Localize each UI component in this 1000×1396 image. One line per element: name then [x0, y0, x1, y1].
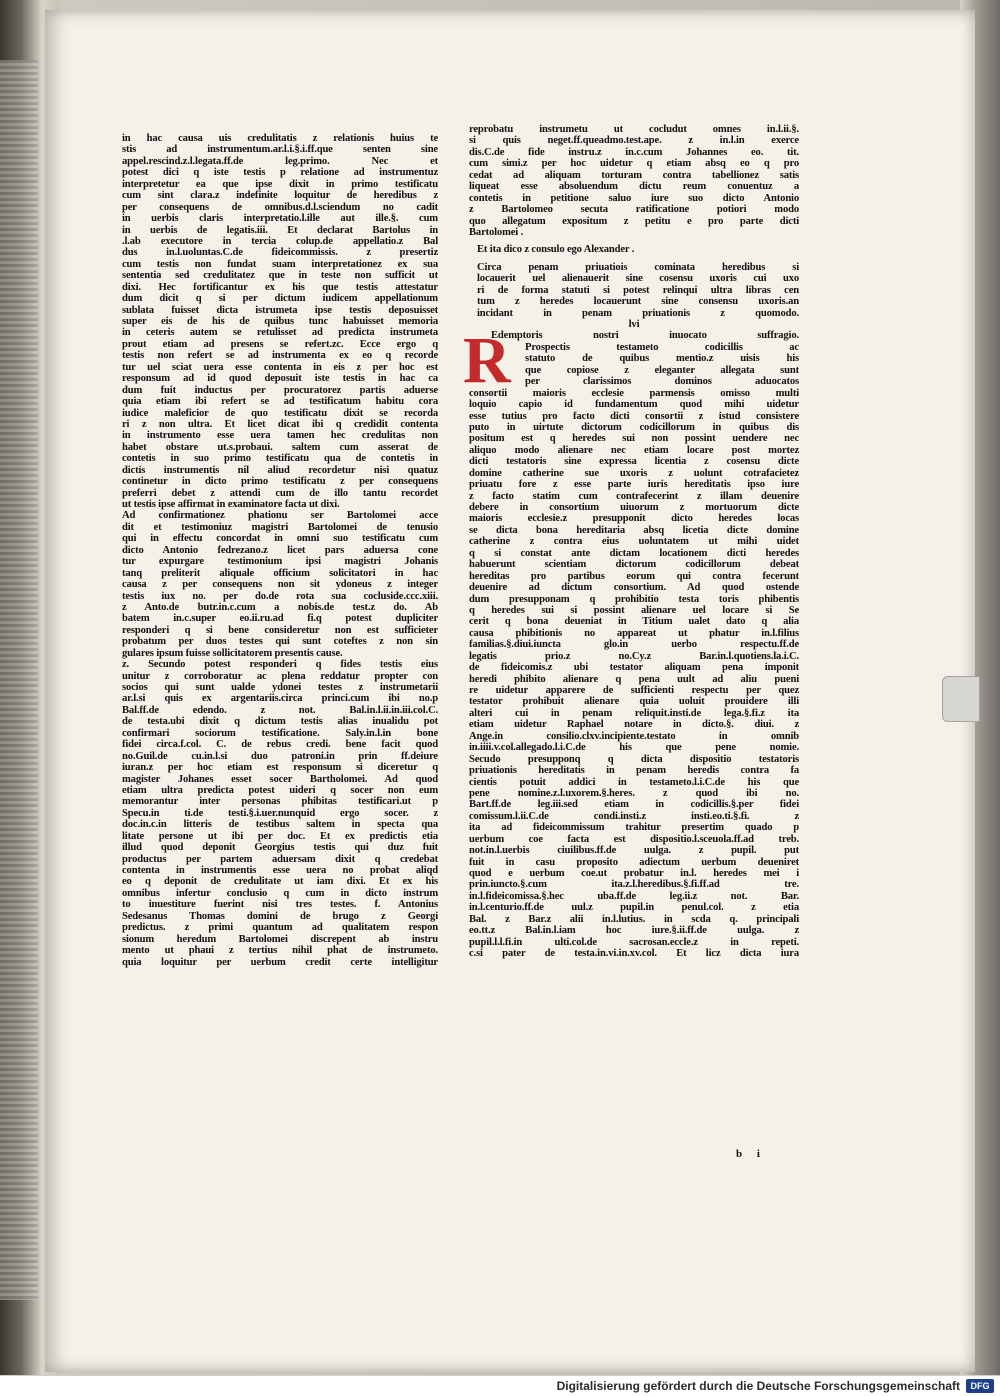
consilium-number: lvi: [628, 319, 640, 330]
text-line: Bal.ff.de edendo. z not. Bal.in.l.ii.in.iii.col.C.: [122, 704, 438, 716]
text-line: q heredes sui si possint alienare uel locare si Se: [469, 604, 799, 616]
text-line: cientis potuit addici in testameto.l.i.C.de his que: [469, 776, 799, 788]
text-line: qui in effectu concordat in omni suo testificatu cum: [122, 533, 438, 545]
text-line: ut testis ipse affirmat in examinatore facta ut dixi.: [122, 499, 340, 510]
text-line: debere in consortium uiuorum z mortuorum dicte: [469, 502, 799, 513]
text-line: in uerbis claris interpretatio.l.ille aut ille.§. cum: [122, 213, 438, 225]
text-line: Specu.in ti.de testi.§.i.uer.nunquid ergo socer. z: [122, 807, 438, 819]
text-line: no.Guil.de cu.in.l.si duo patroni.in prin ff.deiure: [122, 750, 438, 762]
text-line: statuto de quibus mentio.z uisis his: [525, 353, 799, 365]
text-line: quo allegatum expositum z petitu e pro parte dicti: [469, 215, 799, 227]
text-line: legatis prio.z no.Cy.z Bar.in.l.quotiens.la.i.C.: [469, 650, 799, 662]
initial-lines: [469, 342, 799, 388]
text-line: puto in uirtute dictorum codicillorum in quibus dis: [469, 421, 799, 433]
summary-line: incidant in penam priuationis z quomodo.: [477, 307, 799, 319]
text-line: priuatu fore z esse parte iuris hereditatis ipso iure: [469, 479, 799, 491]
text-line: consortii maioris ecclesie parmensis omisso multi: [469, 387, 799, 399]
text-line: sionum heredum Bartolomei discrepent ab instru: [122, 933, 438, 945]
text-line: tur uel sciat uera esse contenta in eis z per hoc est: [122, 361, 438, 373]
text-line: dicto Antonio fedrezano.z licet pars aduersa cone: [122, 544, 438, 556]
text-line: domine catherine sue uxoris z uolunt cotrafacietez: [469, 467, 799, 479]
text-line: omnibus infertur conclusio q cum in dicto instrum: [122, 887, 438, 899]
text-line: familias.§.diui.iuncta glo.in uerbo respectu.ff.de: [469, 639, 799, 651]
text-line: mento ut phaui z tertius nihil phat de instrumeto.: [122, 945, 438, 957]
text-line: potest dici q iste testis p relatione ad instrumentuz: [122, 167, 438, 179]
text-line: probatum per duos testes qui sunt coteftes z non sin: [122, 636, 438, 648]
text-line: loquio capio id fundamentum quod mihi uidetur: [469, 399, 799, 411]
text-line: esse tutius pro facto dicti consortii z istud consistere: [469, 410, 799, 422]
text-line: tur expurgare testimonium ipsi magistri Johanis: [122, 556, 438, 568]
text-line: causa z per consequens non sit ydoneus z integer: [122, 579, 438, 591]
text-line: contetis in petitione saluo iure suo dicto Antonio: [469, 192, 799, 204]
text-line: batem in.c.super eo.ii.ru.ad fi.q potest dupliciter: [122, 613, 438, 625]
summary-line: tum z heredes locauerunt sine consensu uxoris.an: [477, 296, 799, 308]
text-line: alteri cui in penam reliquit.insti.de lega.§.fi.z ita: [469, 707, 799, 719]
text-line: tanq preliterit aliquale officium solicitatori in hac: [122, 567, 438, 579]
summary-line: locauerit uel alienauerit sine cosensu uxoris cui uxo: [477, 273, 799, 285]
right-column-body-text: [469, 388, 799, 960]
text-line: unitur z corroboratur ac plena reddatur propter con: [122, 670, 438, 682]
text-line: pene nomine.z.l.uxorem.§.heres. z quod ibi no.: [469, 787, 799, 799]
footer-bar: [0, 1375, 1000, 1396]
text-line: etiam ultra predicta potest uideri q socer non eum: [122, 784, 438, 796]
text-line: etiam uidetur Raphael notare in dicto.§. diui. z: [469, 719, 799, 731]
text-line: magister Johanes esset socer Bartholomei. Ad quod: [122, 773, 438, 785]
text-line: cum testis non fundat suam interpretationez ex sua: [122, 258, 438, 270]
text-line: in hac causa uis credulitatis z relationis huius te: [122, 133, 438, 144]
text-line: eo.tt.z Bal.in.l.iam hoc iure.§.ii.ff.de uulga. z: [469, 925, 799, 937]
text-line: Bartolomei .: [469, 226, 524, 238]
text-line: in uerbis de legatis.iii. Et declarat Bartolus in: [122, 224, 438, 236]
text-line: dus in.l.uoluntas.C.de fideicommissis. z presertiz: [122, 247, 438, 259]
text-line: que copiose z eleganter allegata sunt: [525, 364, 799, 376]
text-line: not.in.l.uerbis ciuilibus.ff.de uulga. z pupil. put: [469, 845, 799, 857]
text-line: Prospectis testameto codicillis ac: [525, 341, 799, 353]
text-line: dum fuit inductus per procuratorez partis aduerse: [122, 384, 438, 396]
text-line: contenta in instrumentis esse uera no probat aliqd: [122, 865, 438, 876]
text-line: Ange.in consilio.clxv.incipiente.testato in omnib: [469, 730, 799, 742]
text-line: positum est q heredes sui non possint uendere nec: [469, 433, 799, 445]
signature-mark: b i: [736, 1148, 766, 1160]
text-line: in.l.fideicomissa.§.hec uba.ff.de leg.ii.z not. Bar.: [469, 890, 799, 902]
text-line: z. Secundo potest responderi q fides testis eius: [122, 659, 438, 671]
red-initial-letter: R: [463, 324, 511, 398]
text-line: sublata fuisset dicta istrumeta ipse testis deposuisset: [122, 304, 438, 316]
text-line: in instrumento esse uera tamen hec credulitas non: [122, 430, 438, 442]
text-line: dit et testimoniuz magistri Bartolomei de tenusio: [122, 521, 438, 533]
text-line: testis iux no. per do.de rota sua cocluside.ccc.xiii.: [122, 590, 438, 602]
text-line: ar.l.si quis ex argentariis.circa princi.cum ibi no.p: [122, 693, 438, 705]
text-line: dicti testatoris sine expressa licentia z cosensu dicte: [469, 456, 799, 468]
text-line: in.iiii.v.col.allegado.l.i.C.de his que pene nomie.: [469, 742, 799, 754]
text-line: pupil.l.l.fi.in ulti.col.de sacrosan.eccle.z in repeti.: [469, 936, 799, 948]
text-line: gulares ipsum fuisse sollicitatorem presentis cause.: [122, 647, 343, 659]
text-line: maioris ecclesie.z presupponit dicto heredes locas: [469, 513, 799, 525]
text-line: dum dicit q si per dictum iudicem appellationum: [122, 293, 438, 305]
text-line: Sedesanus Thomas domini de brugo z Georgi: [122, 910, 438, 922]
text-line: responderi q si bene consideretur non est sufficieter: [122, 624, 438, 636]
text-line: iudice maleficior de quo testificatu dixit se recorda: [122, 407, 438, 419]
text-line: socios qui sunt ualde ydonei testes z instrumetarii: [122, 682, 438, 693]
text-line: cum simi.z per hoc uidetur q etiam absq eo q pro: [469, 158, 799, 170]
text-line: litate persone ut ibi per doc. Et ex predictis etia: [122, 830, 438, 842]
text-line: in ceteris autem se retulisset ad predicta instrumeta: [122, 327, 438, 339]
text-line: quia loquitur per uerbum credit certe intelligitur: [122, 956, 438, 968]
text-line: Ad confirmationez phationu ser Bartolomei acce: [122, 510, 438, 522]
text-line: cum sint clara.z indefinite loquitur de heredibus z: [122, 190, 438, 202]
text-line: fidei circa.f.col. C. de rebus credi. bene facit quod: [122, 739, 438, 751]
footer-credit: Digitalisierung gefördert durch die Deutsche Forschungsgemeinschaft: [556, 1379, 960, 1393]
text-line: testis non refert se ad instrumenta ex eo q recorde: [122, 350, 438, 362]
text-line: ita ad fideicommissum trahitur presertim quado p: [469, 822, 799, 834]
right-column-top-text: [469, 124, 799, 238]
text-line: prout etiam ad presens se refert.zc. Ecce ergo q: [122, 338, 438, 350]
text-line: hereditas pro partibus eorum qui contra fecerunt: [469, 570, 799, 582]
text-line: .l.ab executore in tercia colup.de appellatio.z Bal: [122, 235, 438, 247]
text-line: dis.C.de fide instru.z in.c.cum Johannes eo. tit.: [469, 146, 799, 158]
text-line: ri z non ultra. Et licet dicat ibi q credidit contenta: [122, 418, 438, 430]
text-line: cerit q bona deueniat in Titium ualet dato q alia: [469, 616, 799, 628]
text-line: liqueat esse absoluendum dictu reum conuentuz a: [469, 181, 799, 193]
text-line: aliquo modo alienare nec etiam locare post mortez: [469, 444, 799, 456]
text-line: interpretetur ea que ipse dixit in primo testificatu: [122, 178, 438, 190]
text-line: testator prohibuit alienare quia uoluit prouidere illi: [469, 696, 799, 708]
text-line: dictis instrumentis nil aliud recordetur nisi quatuz: [122, 464, 438, 476]
text-line: memorantur inter personas phibitas testificari.ut p: [122, 796, 438, 808]
text-line: continetur in dicto primo testificatu z per consequens: [122, 476, 438, 488]
text-line: se dicta bona hereditaria absq licetia dicte domine: [469, 524, 799, 536]
text-line: z Bartolomeo secuta ratificatione potiori modo: [469, 204, 799, 216]
text-line: uerbum coe facta est dispositio.l.sceuola.ff.ad treb.: [469, 833, 799, 845]
text-line: super eis de his de quibus tunc habuisset memoria: [122, 316, 438, 327]
text-line: catherine z contra eius uoluntatem ut mihi uidet: [469, 536, 799, 548]
text-line: reprobatu instrumetu ut cocludut omnes in.l.ii.§.: [469, 124, 799, 135]
text-line: prin.iuncto.§.cum ita.z.l.heredibus.§.fi.ff.ad tre.: [469, 879, 799, 891]
text-line: habet obstare ut.s.probaui. saltem cum asserat de: [122, 441, 438, 453]
text-line: sententia sed credulitatez que in teste non sufficit ut: [122, 270, 438, 282]
text-line: heredi phibito alienare q pena uult ad aliu pueni: [469, 673, 799, 685]
summary-line: Circa penam priuatiois cominata heredibus si: [477, 261, 799, 273]
text-line: iuran.z per hoc etiam est responsum si diceretur q: [122, 762, 438, 774]
text-line: de fideicomis.z ubi testator aliquam pena imponit: [469, 662, 799, 674]
right-text-column: [463, 124, 799, 960]
text-line: doc.in.c.in litteris de testibus saltem in specta qua: [122, 819, 438, 831]
dfg-logo: DFG: [966, 1379, 994, 1393]
text-line: cedat ad aliquam torturam contra tabellionez satis: [469, 169, 799, 181]
text-line: habuerunt scientiam dictorum codicillorum debeat: [469, 559, 799, 571]
initial-first-line: Edemptoris nostri inuocato suffragio.: [491, 330, 799, 342]
signature-line: Et ita dico z consulo ego Alexander .: [477, 244, 635, 256]
text-line: dum presupponam q prohibitio testa toris phibentis: [469, 593, 799, 605]
text-line: to inuestiture fuerint nisi tres testes. f. Antonius: [122, 899, 438, 911]
text-line: eo q deponit de credulitate ut iam dixi. Et ex his: [122, 876, 438, 888]
text-line: per consequens de omnibus.d.l.sciendum no cadit: [122, 201, 438, 213]
text-line: predictus. z primi quantum ad qualitatem respon: [122, 922, 438, 934]
text-line: priuationis hereditatis in penam heredis contra fa: [469, 765, 799, 777]
text-line: dixi. Hec fortificantur ex his que testis attestatur: [122, 281, 438, 293]
text-line: quia etiam ibi refert se ad testificatum habitu cora: [122, 396, 438, 408]
text-line: responsum ad id quod deposuit iste testis in hac ca: [122, 373, 438, 385]
text-line: in.l.centurio.ff.de uul.z pupil.in penul.col. z etia: [469, 902, 799, 914]
text-line: Bal. z Bar.z alii in.l.lutius. in scda q. principali: [469, 913, 799, 925]
text-line: fuit in casu proposito adiectum uerbum deueniret: [469, 856, 799, 868]
text-line: appel.rescind.z.l.legata.ff.de leg.primo. Nec et: [122, 155, 438, 167]
text-line: de testa.ubi dixit q dictum testis alias inualidu pot: [122, 716, 438, 728]
text-line: z Anto.de butr.in.c.cum a nobis.de test.z do. Ab: [122, 601, 438, 613]
text-line: re uidetur apparere de sufficienti respectu per quez: [469, 685, 799, 696]
text-line: causa phibitionis no appareat ut phatur in.l.filius: [469, 627, 799, 639]
text-line: stis ad instrumentum.ar.l.i.§.i.ff.que senten sine: [122, 144, 438, 156]
text-line: illud quod deponit Georgius testis qui duz fuit: [122, 842, 438, 854]
left-text-column: [122, 133, 438, 968]
text-line: deuenire ad dictum consortium. Ad quod ostende: [469, 582, 799, 594]
text-line: Bart.ff.de leg.iii.sed etiam in codicillis.§.per fidei: [469, 799, 799, 811]
text-line: si quis neget.ff.queadmo.test.ape. z in.l.in exerce: [469, 135, 799, 147]
text-line: z facto statim cum contrafecerint z illam deuenire: [469, 490, 799, 502]
text-line: quod e uerbum coe.ut probatur in.l. heredes mei i: [469, 868, 799, 879]
text-line: Secudo presupponq q dicta dispositio testatoris: [469, 753, 799, 765]
text-line: productus per partem aduersam dixit q credebat: [122, 853, 438, 865]
text-line: q si constat ante dictam locationem dicti heredes: [469, 547, 799, 559]
text-line: comissum.l.ii.C.de condi.insti.z insti.eo.ti.§.fi. z: [469, 810, 799, 822]
text-line: confirmari sociorum testificatione. Saly.in.l.in bone: [122, 727, 438, 739]
page-clip: [942, 676, 980, 722]
text-line: preferri debet z attendi cum de illo tantu recordet: [122, 487, 438, 499]
consilium-summary: [469, 262, 799, 319]
text-line: per clarissimos dominos aduocatos: [525, 376, 799, 388]
text-line: contetis in suo primo testificatu qua de contetis in: [122, 453, 438, 465]
text-line: c.si pater de testa.in.vi.in.xv.col. Et licz dicta iura: [469, 948, 799, 960]
summary-line: ri de forma statuti si potest relinqui ultra libras cen: [477, 284, 799, 296]
previous-page-edge: [0, 60, 38, 1300]
